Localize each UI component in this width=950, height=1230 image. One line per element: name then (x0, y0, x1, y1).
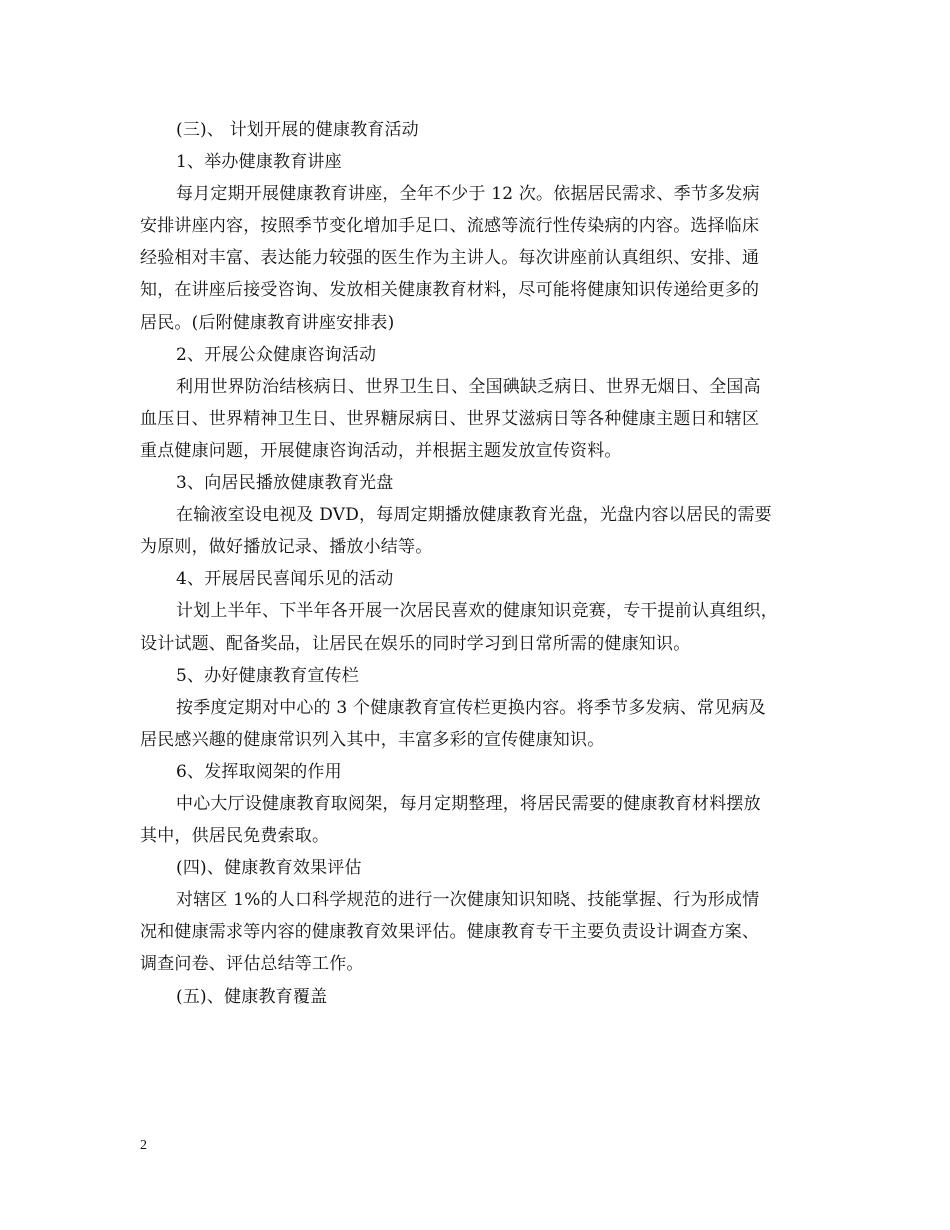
text-line: 重点健康问题，开展健康咨询活动，并根据主题发放宣传资料。 (140, 440, 622, 461)
text-line: 居民。(后附健康教育讲座安排表) (140, 312, 395, 333)
text-line: 中心大厅设健康教育取阅架，每月定期整理，将居民需要的健康教育材料摆放 (176, 793, 761, 814)
text-line: 按季度定期对中心的 3 个健康教育宣传栏更换内容。将季节多发病、常见病及 (176, 697, 766, 718)
text-line: 血压日、世界精神卫生日、世界糖尿病日、世界艾滋病日等各种健康主题日和辖区 (140, 408, 760, 429)
text-line: 3、向居民播放健康教育光盘 (176, 473, 394, 494)
document-body (140, 114, 816, 1013)
text-line: 2、开展公众健康咨询活动 (176, 344, 377, 365)
text-line: 在输液室设电视及 DVD，每周定期播放健康教育光盘，光盘内容以居民的需要 (176, 505, 772, 526)
text-line: (五)、健康教育覆盖 (176, 986, 328, 1007)
text-line: (三)、 计划开展的健康教育活动 (176, 120, 419, 140)
text-line: 调查问卷、评估总结等工作。 (140, 954, 364, 975)
page-number: 2 (140, 1138, 147, 1153)
text-line: 利用世界防治结核病日、世界卫生日、全国碘缺乏病日、世界无烟日、全国高 (176, 376, 761, 397)
text-line: (四)、健康教育效果评估 (176, 858, 362, 879)
text-line: 1、举办健康教育讲座 (176, 152, 342, 173)
text-line: 6、发挥取阅架的作用 (176, 761, 342, 782)
text-line: 居民感兴趣的健康常识列入其中，丰富多彩的宣传健康知识。 (140, 729, 605, 750)
text-line: 知，在讲座后接受咨询、发放相关健康教育材料，尽可能将健康知识传递给更多的 (140, 280, 760, 301)
text-line: 况和健康需求等内容的健康教育效果评估。健康教育专干主要负责设计调查方案、 (140, 922, 760, 943)
text-line: 对辖区 1%的人口科学规范的进行一次健康知识知晓、技能掌握、行为形成情 (176, 890, 760, 911)
text-line: 计划上半年、下半年各开展一次居民喜欢的健康知识竞赛，专干提前认真组织， (176, 601, 778, 622)
text-line: 5、办好健康教育宣传栏 (176, 665, 360, 686)
text-line: 4、开展居民喜闻乐见的活动 (176, 569, 394, 590)
text-line: 每月定期开展健康教育讲座，全年不少于 12 次。依据居民需求、季节多发病 (176, 184, 760, 205)
text-line: 安排讲座内容，按照季节变化增加手足口、流感等流行性传染病的内容。选择临床 (140, 216, 760, 237)
text-line: 为原则，做好播放记录、播放小结等。 (140, 537, 433, 558)
text-line: 经验相对丰富、表达能力较强的医生作为主讲人。每次讲座前认真组织、安排、通 (140, 248, 760, 269)
text-line: 其中，供居民免费索取。 (140, 826, 330, 847)
text-line: 设计试题、配备奖品，让居民在娱乐的同时学习到日常所需的健康知识。 (140, 633, 691, 654)
